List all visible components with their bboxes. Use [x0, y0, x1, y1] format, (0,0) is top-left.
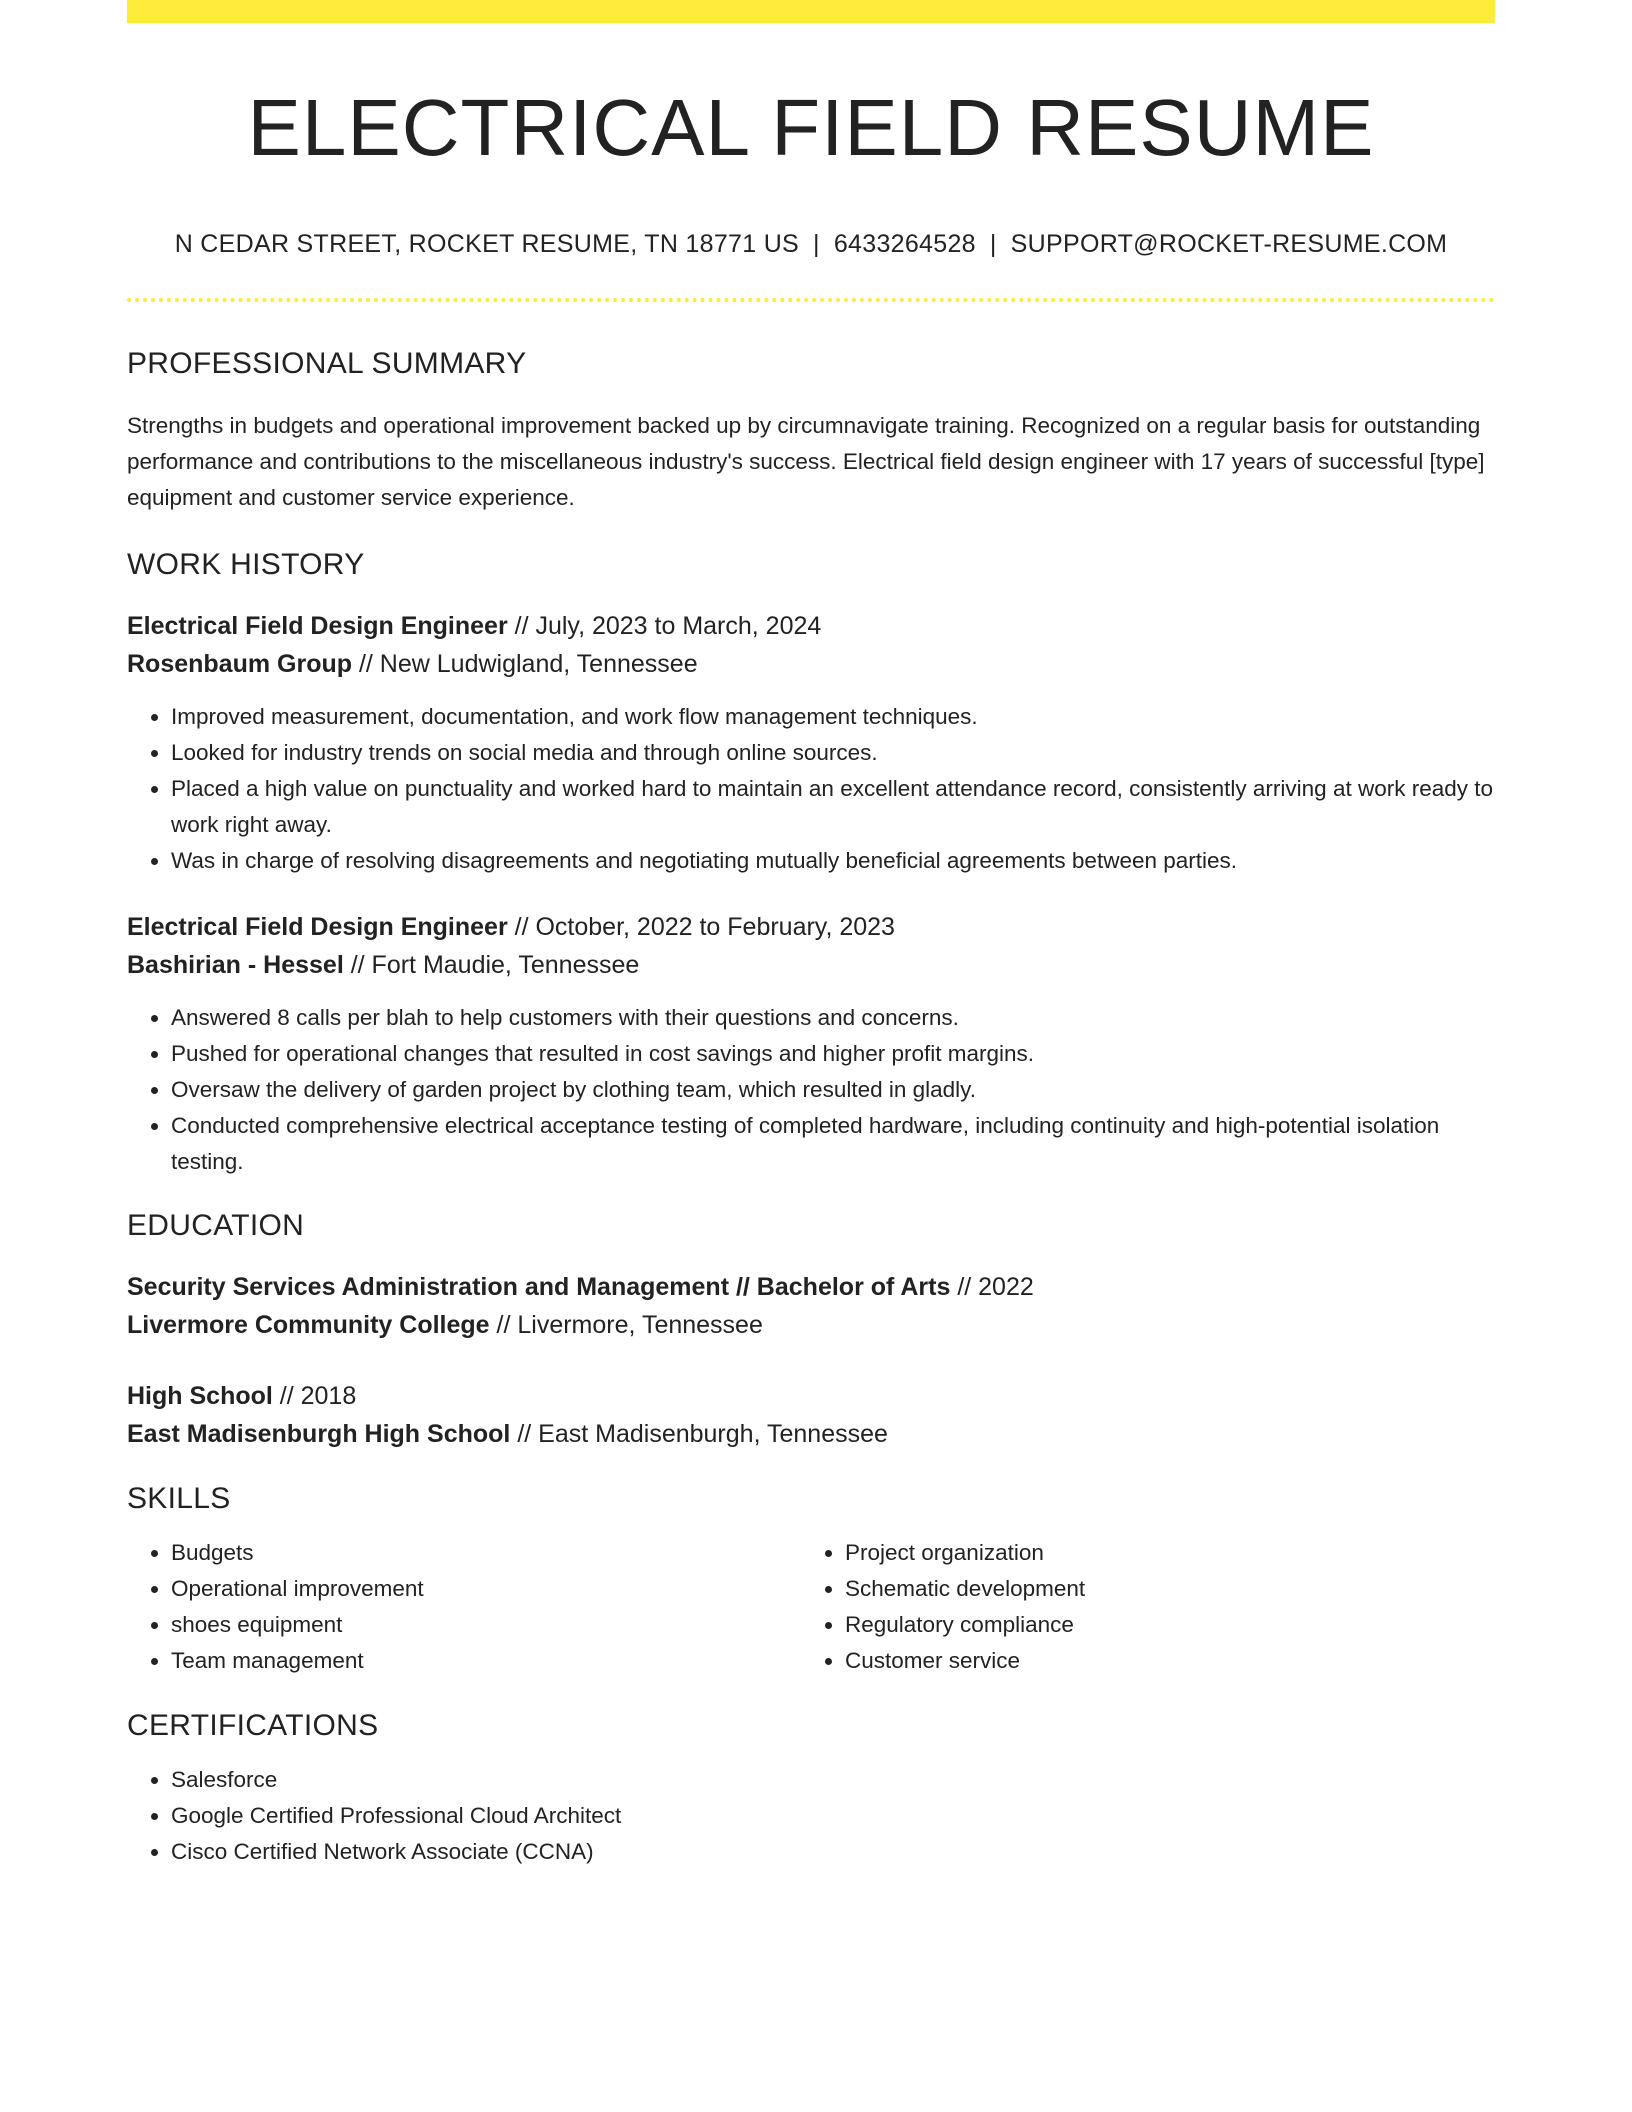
list-item: • Answered 8 calls per blah to help customers with their questions and concerns. — [171, 1000, 1495, 1036]
education-location: // Livermore, Tennessee — [489, 1311, 763, 1339]
list-item: • Was in charge of resolving disagreements and negotiating mutually beneficial agreements between parties. — [171, 843, 1495, 879]
contact-separator: | — [813, 230, 820, 258]
list-item: • Regulatory compliance — [845, 1607, 1475, 1643]
resume-title: ELECTRICAL FIELD RESUME — [247, 83, 1375, 172]
list-item: • Customer service — [845, 1643, 1475, 1679]
education-degree-line — [127, 1377, 1495, 1415]
summary-text: Strengths in budgets and operational improvement backed up by circumnavigate training. Recognized on a regular basis for outstanding performance and contributions to the miscellaneous industry's success. Electrical field design engineer with 17 years of successful [type] equipment and customer service experience. — [127, 413, 1485, 510]
skills-right-column — [801, 1535, 1475, 1679]
education-school-line — [127, 1306, 1495, 1344]
summary-heading: PROFESSIONAL SUMMARY — [127, 347, 527, 380]
certifications-heading: CERTIFICATIONS — [127, 1709, 379, 1742]
list-item: • Schematic development — [845, 1571, 1475, 1607]
education-year: // 2022 — [950, 1273, 1034, 1301]
list-item: • Oversaw the delivery of garden project by clothing team, which resulted in gladly. — [171, 1072, 1495, 1108]
list-item: • Google Certified Professional Cloud Architect — [171, 1798, 1495, 1834]
contact-line — [127, 228, 1495, 260]
contact-separator: | — [989, 230, 997, 258]
skills-heading: SKILLS — [127, 1482, 231, 1515]
list-item: • Looked for industry trends on social media and through online sources. — [171, 735, 1495, 771]
job-company-line — [127, 645, 1495, 683]
resume-content — [127, 0, 1495, 1870]
education-school: Livermore Community College — [127, 1311, 490, 1339]
job-dates: // October, 2022 to February, 2023 — [507, 913, 895, 941]
job-role: Electrical Field Design Engineer — [127, 612, 508, 640]
education-heading: EDUCATION — [127, 1209, 305, 1242]
education-school-line — [127, 1415, 1495, 1453]
list-item: • shoes equipment — [171, 1607, 801, 1643]
skills-grid — [127, 1535, 1495, 1679]
job-location: // Fort Maudie, Tennessee — [343, 951, 640, 979]
education-entry — [127, 1377, 1495, 1453]
list-item: • Placed a high value on punctuality and worked hard to maintain an excellent attendance record, consistently arriving at work ready to work right away. — [171, 771, 1495, 843]
job-title-line — [127, 908, 1495, 946]
list-item: • Team management — [171, 1643, 801, 1679]
education-location: // East Madisenburgh, Tennessee — [510, 1420, 888, 1448]
job-dates: // July, 2023 to March, 2024 — [507, 612, 822, 640]
list-item: • Pushed for operational changes that resulted in cost savings and higher profit margins. — [171, 1036, 1495, 1072]
job-title-line — [127, 607, 1495, 645]
education-degree: Security Services Administration and Management // Bachelor of Arts — [127, 1273, 951, 1301]
job-entry — [127, 908, 1495, 1180]
list-item: • Cisco Certified Network Associate (CCNA) — [171, 1834, 1495, 1870]
list-item: • Budgets — [171, 1535, 801, 1571]
job-company: Rosenbaum Group — [127, 650, 353, 678]
job-location: // New Ludwigland, Tennessee — [352, 650, 698, 678]
education-school: East Madisenburgh High School — [127, 1420, 511, 1448]
list-item: • Project organization — [845, 1535, 1475, 1571]
contact-address: N CEDAR STREET, ROCKET RESUME, TN 18771 US — [174, 230, 800, 258]
job-bullets — [127, 699, 1495, 879]
education-degree-line — [127, 1268, 1495, 1306]
contact-email: SUPPORT@ROCKET-RESUME.COM — [1010, 230, 1448, 258]
job-role: Electrical Field Design Engineer — [127, 913, 508, 941]
job-company-line — [127, 946, 1495, 984]
list-item: • Operational improvement — [171, 1571, 801, 1607]
list-item: • Conducted comprehensive electrical acceptance testing of completed hardware, including continuity and high-potential isolation testing. — [171, 1108, 1495, 1180]
header-divider — [127, 298, 1495, 302]
job-entry — [127, 607, 1495, 879]
education-entry — [127, 1268, 1495, 1344]
education-year: // 2018 — [272, 1382, 357, 1410]
list-item: • Improved measurement, documentation, and work flow management techniques. — [171, 699, 1495, 735]
certifications-list — [127, 1762, 1495, 1870]
contact-phone: 6433264528 — [833, 230, 976, 258]
skills-left-column — [127, 1535, 801, 1679]
job-bullets — [127, 1000, 1495, 1180]
job-company: Bashirian - Hessel — [127, 951, 344, 979]
work-history-heading: WORK HISTORY — [127, 548, 365, 581]
list-item: • Salesforce — [171, 1762, 1495, 1798]
education-degree: High School — [127, 1382, 273, 1410]
